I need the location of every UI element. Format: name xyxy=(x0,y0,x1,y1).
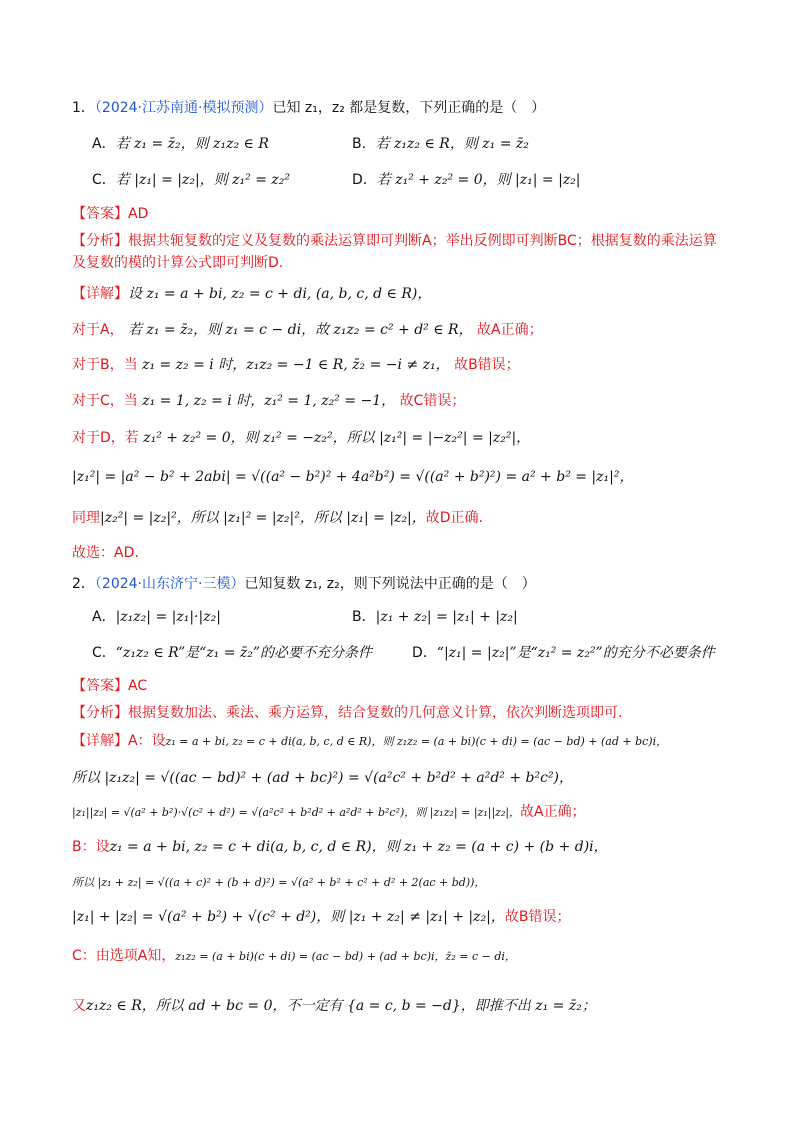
q1-detail-d: 对于D，若 z₁² + z₂² = 0，则 z₁² = −z₂²，所以 |z₁²| = |−z₂²| = |z₂²|， xyxy=(72,430,531,446)
q1-source: （2024·江苏南通·模拟预测） xyxy=(94,100,273,116)
q1-detail-c: 对于C，当 z₁ = 1, z₂ = i 时，z₁² = 1, z₂² = −1， 故C错误； xyxy=(72,393,466,409)
q2-stem-line xyxy=(72,574,536,594)
q2-stem: 已知复数 z₁, z₂，则下列说法中正确的是（ ） xyxy=(244,576,536,592)
q1-answer: 【答案】AD xyxy=(72,206,149,222)
q1-analysis-line1: 【分析】根据共轭复数的定义及复数的乘法运算即可判断A；举出反例即可判断BC；根据复数的乘法运算 xyxy=(72,233,717,249)
q2-option-c: C．“z₁z₂ ∈ R”是“z₁ = z̄₂”的必要不充分条件 xyxy=(92,645,373,661)
q1-detail-d-conclusion: 同理|z₂²| = |z₂|²，所以 |z₁|² = |z₂|²，所以 |z₁| = |z₂|，故D正确. xyxy=(72,510,484,526)
q2-line-sum-of-moduli: |z₁| + |z₂| = √(a² + b²) + √(c² + d²)，则 |z₁ + z₂| ≠ |z₁| + |z₂|，故B错误； xyxy=(72,909,571,925)
q1-detail-a: 对于A， 若 z₁ = z̄₂，则 z₁ = c − di，故 z₁z₂ = c² + d² ∈ R， 故A正确； xyxy=(72,322,543,338)
q1-choose: 故选：AD. xyxy=(72,545,139,561)
q1-number: 1． xyxy=(72,100,95,116)
q2-option-b: B．|z₁ + z₂| = |z₁| + |z₂| xyxy=(352,609,518,625)
q2-source: （2024·山东济宁·三模） xyxy=(94,576,245,592)
q1-detail-intro: 【详解】设 z₁ = a + bi, z₂ = c + di, (a, b, c, d ∈ R)， xyxy=(72,286,432,302)
q2-detail-a: 【详解】A：设z₁ = a + bi, z₂ = c + di(a, b, c, d ∈ R)，则 z₁z₂ = (a + bi)(c + di) = (ac − bd) + (ad + bc)i， xyxy=(72,733,668,749)
q2-line-modulus-product: 所以 |z₁z₂| = √((ac − bd)² + (ad + bc)²) = √(a²c² + b²d² + a²d² + b²c²)， xyxy=(72,770,574,786)
q2-detail-c: C：由选项A知，z₁z₂ = (a + bi)(c + di) = (ac − bd) + (ad + bc)i，z̄₂ = c − di， xyxy=(72,948,516,964)
q1-option-d: D．若 z₁² + z₂² = 0，则 |z₁| = |z₂| xyxy=(352,172,581,188)
q2-line-product-of-moduli: |z₁||z₂| = √(a² + b²)·√(c² + d²) = √(a²c² + b²d² + a²d² + b²c²)，则 |z₁z₂| = |z₁||z₂|，故A正确； xyxy=(72,804,586,820)
q2-analysis: 【分析】根据复数加法、乘法、乘方运算，结合复数的几何意义计算，依次判断选项即可. xyxy=(72,705,623,721)
q1-detail-b: 对于B，当 z₁ = z₂ = i 时，z₁z₂ = −1 ∈ R, z̄₂ = −i ≠ z₁， 故B错误； xyxy=(72,357,520,373)
q1-option-c: C．若 |z₁| = |z₂|，则 z₁² = z₂² xyxy=(92,172,290,188)
q2-option-a: A．|z₁z₂| = |z₁|·|z₂| xyxy=(92,609,221,625)
q2-option-d: D．“|z₁| = |z₂|”是“z₁² = z₂²”的充分不必要条件 xyxy=(412,645,715,661)
q1-option-a: A．若 z₁ = z̄₂，则 z₁z₂ ∈ R xyxy=(92,136,269,152)
q1-analysis-line2: 及复数的模的计算公式即可判断D. xyxy=(72,255,284,271)
q2-detail-b: B：设z₁ = a + bi, z₂ = c + di(a, b, c, d ∈ R)，则 z₁ + z₂ = (a + c) + (b + d)i， xyxy=(72,839,608,855)
q1-option-b: B．若 z₁z₂ ∈ R，则 z₁ = z̄₂ xyxy=(352,136,529,152)
q1-stem: 已知 z₁，z₂ 都是复数，下列正确的是（ ） xyxy=(272,100,546,116)
q1-stem-line xyxy=(72,98,545,118)
q2-answer: 【答案】AC xyxy=(72,678,148,694)
q2-detail-c-conclusion: 又z₁z₂ ∈ R，所以 ad + bc = 0，不一定有 {a = c, b = −d}，即推不出 z₁ = z̄₂； xyxy=(72,998,596,1014)
q2-line-modulus-sum: 所以 |z₁ + z₂| = √((a + c)² + (b + d)²) = √(a² + b² + c² + d² + 2(ac + bd))， xyxy=(72,876,486,889)
q1-detail-d-modulus: |z₁²| = |a² − b² + 2abi| = √((a² − b²)² + 4a²b²) = √((a² + b²)²) = a² + b² = |z₁|²， xyxy=(72,469,634,485)
q2-number: 2． xyxy=(72,576,95,592)
